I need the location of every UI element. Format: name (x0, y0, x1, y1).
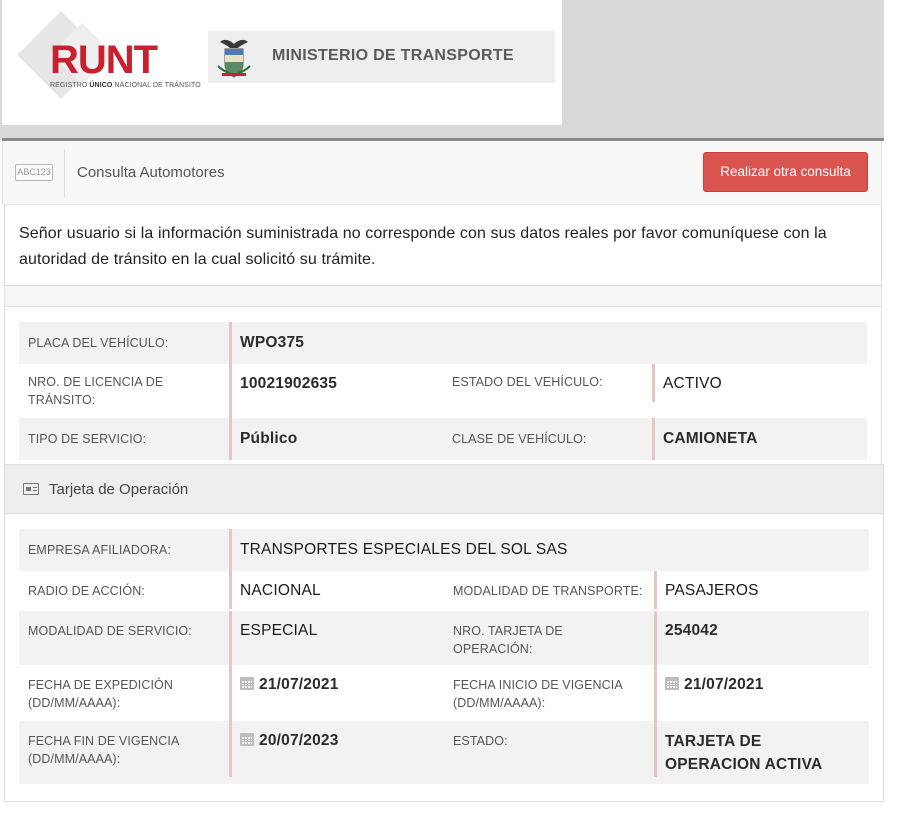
new-query-button[interactable]: Realizar otra consulta (703, 152, 868, 192)
modalidad-transporte-value: PASAJEROS (665, 582, 759, 599)
radio-value: NACIONAL (240, 582, 321, 599)
info-row-servicio (19, 418, 867, 460)
header-logo-area (2, 0, 562, 125)
consulta-toolbar (2, 141, 882, 205)
section-spacer (4, 286, 882, 306)
runt-sub-prefix: REGISTRO (50, 82, 90, 89)
field-separator (654, 665, 657, 721)
field-separator (229, 665, 232, 721)
info-row-modalidad-servicio (19, 611, 869, 665)
tarjeta-operacion-header (4, 464, 884, 514)
modalidad-servicio-value: ESPECIAL (240, 622, 318, 639)
field-separator (652, 364, 655, 402)
field-separator (654, 571, 657, 609)
modalidad-servicio-label: MODALIDAD DE SERVICIO: (28, 624, 192, 638)
info-row-licencia (19, 364, 867, 418)
user-notice-text: Señor usuario si la información suministrada no corresponde con sus datos reales por favor comuníquese con la autoridad de tránsito en la cual solicitó su trámite. (19, 225, 827, 268)
estado-vehiculo-label: ESTADO DEL VEHÍCULO: (452, 375, 603, 389)
fecha-expedicion-value: 21/07/2021 (259, 676, 339, 693)
empresa-label: EMPRESA AFILIADORA: (28, 543, 171, 557)
info-row-fechas-1 (19, 665, 869, 721)
estado-tarjeta-value: TARJETA DE OPERACION ACTIVA (665, 733, 823, 773)
runt-logo-word: RUNT (50, 38, 158, 82)
ministerio-logo (208, 31, 555, 83)
info-row-placa (19, 322, 867, 364)
calendar-icon (665, 677, 679, 690)
calendar-icon (240, 733, 254, 746)
licencia-value: 10021902635 (240, 375, 338, 392)
field-separator (229, 364, 232, 418)
calendar-icon (240, 677, 254, 690)
nro-tarjeta-value: 254042 (665, 622, 718, 639)
fecha-fin-field (240, 730, 339, 752)
license-plate-icon: ABC123 (15, 164, 53, 181)
fecha-inicio-field (665, 674, 764, 696)
fecha-inicio-value: 21/07/2021 (684, 676, 764, 693)
clase-vehiculo-label: CLASE DE VEHÍCULO: (452, 432, 587, 446)
servicio-label: TIPO DE SERVICIO: (28, 432, 147, 446)
clase-vehiculo-value: CAMIONETA (663, 430, 758, 447)
radio-label: RADIO DE ACCIÓN: (28, 584, 145, 598)
field-separator (229, 529, 232, 571)
info-row-fechas-2 (19, 721, 869, 784)
runt-sub-suffix: NACIONAL DE TRÁNSITO (112, 82, 201, 89)
fecha-inicio-label: FECHA INICIO DE VIGENCIA (DD/MM/AAAA): (453, 678, 623, 710)
nro-tarjeta-label: NRO. TARJETA DE OPERACIÓN: (453, 624, 563, 656)
estado-vehiculo-value: ACTIVO (663, 375, 722, 392)
tarjeta-operacion-title: Tarjeta de Operación (49, 481, 189, 498)
fecha-fin-label: FECHA FIN DE VIGENCIA (DD/MM/AAAA): (28, 734, 179, 766)
field-separator (229, 721, 232, 777)
id-card-icon (23, 483, 39, 495)
field-separator (229, 322, 232, 364)
fecha-expedicion-label: FECHA DE EXPEDICIÓN (DD/MM/AAAA): (28, 678, 173, 710)
info-row-empresa (19, 529, 869, 571)
servicio-value: Público (240, 430, 298, 447)
user-notice (4, 204, 882, 286)
toolbar-divider (64, 149, 65, 197)
modalidad-transporte-label: MODALIDAD DE TRANSPORTE: (453, 584, 643, 598)
vehicle-info-panel (4, 306, 882, 464)
estado-tarjeta-label: ESTADO: (453, 734, 508, 748)
colombia-crest-icon (216, 36, 252, 78)
info-row-radio (19, 571, 869, 611)
field-separator (229, 611, 232, 665)
field-separator (654, 611, 657, 665)
page-title: Consulta Automotores (77, 164, 225, 181)
fecha-fin-value: 20/07/2023 (259, 732, 339, 749)
fecha-expedicion-field (240, 674, 339, 696)
field-separator (229, 418, 232, 460)
placa-label: PLACA DEL VEHÍCULO: (28, 336, 169, 350)
runt-sub-bold: ÚNICO (89, 82, 113, 89)
field-separator (229, 571, 232, 609)
tarjeta-operacion-panel (4, 514, 884, 802)
field-separator (654, 721, 657, 777)
licencia-label: NRO. DE LICENCIA DE TRÁNSITO: (28, 375, 164, 407)
runt-logo (22, 18, 201, 103)
field-separator (652, 418, 655, 460)
runt-logo-subtitle (50, 82, 201, 89)
empresa-value: TRANSPORTES ESPECIALES DEL SOL SAS (240, 541, 568, 558)
ministerio-name: MINISTERIO DE TRANSPORTE (272, 47, 514, 64)
placa-value: WPO375 (240, 334, 305, 351)
